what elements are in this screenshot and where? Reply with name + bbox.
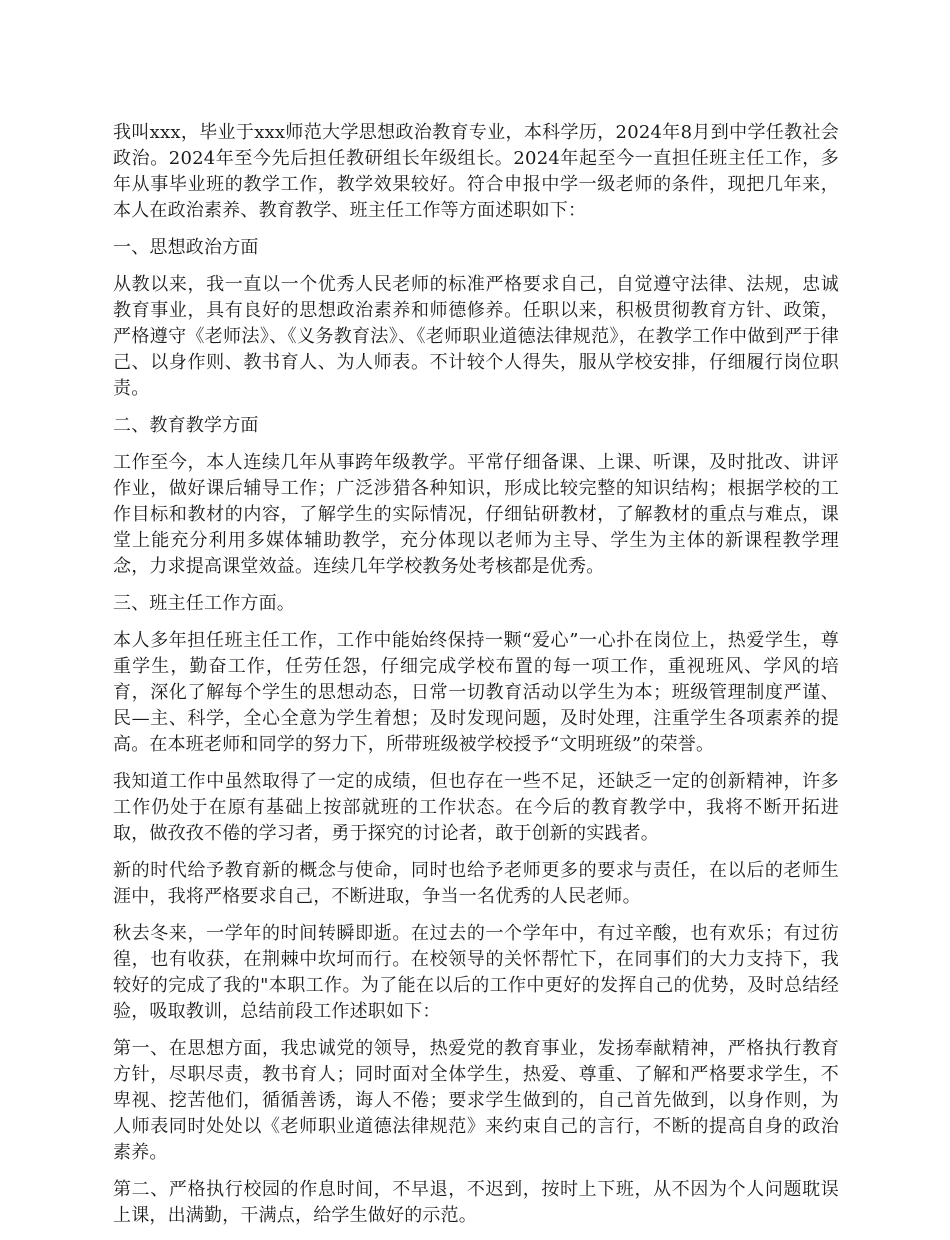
- paragraph-year-review: 秋去冬来，一学年的时间转瞬即逝。在过去的一个学年中，有过辛酸，也有欢乐；有过彷徨，也有收获，在荆棘中坎坷而行。在校领导的关怀帮忙下，在同事们的大力支持下，我较好的完成了我的"本职工作。为了能在以后的工作中更好的发挥自己的优势，及时总结经验，吸取教训，总结前段工作述职如下：: [113, 923, 839, 1022]
- paragraph-class-teacher: 本人多年担任班主任工作，工作中能始终保持一颗“爱心”一心扑在岗位上，热爱学生，尊重学生，勤奋工作，任劳任怨，仔细完成学校布置的每一项工作，重视班风、学风的培育，深化了解每个学生的思想动态，日常一切教育活动以学生为本；班级管理制度严谨、民—主、科学，全心全意为学生着想；及时发现问题，及时处理，注重学生各项素养的提高。在本班老师和同学的努力下，所带班级被学校授予“文明班级”的荣誉。: [113, 630, 839, 755]
- section-heading-teaching: 二、教育教学方面: [113, 415, 259, 436]
- paragraph-political: 从教以来，我一直以一个优秀人民老师的标准严格要求自己，自觉遵守法律、法规，忠诚教育事业，具有良好的思想政治素养和师德修养。任职以来，积极贯彻教育方针、政策，严格遵守《老师法》、《义务教育法》、《老师职业道德法律规范》，在教学工作中做到严于律己、以身作则、教书育人、为人师表。不计较个人得失，服从学校安排，仔细履行岗位职责。: [113, 274, 839, 399]
- section-heading-political: 一、思想政治方面: [113, 237, 259, 258]
- section-heading-class-teacher: 三、班主任工作方面。: [113, 593, 295, 614]
- paragraph-point-two: 第二、严格执行校园的作息时间，不早退，不迟到，按时上下班，从不因为个人问题耽误上课，出满勤，干满点，给学生做好的示范。: [113, 1179, 839, 1226]
- document-body: [113, 120, 839, 1240]
- paragraph-shortcomings: 我知道工作中虽然取得了一定的成绩，但也存在一些不足，还缺乏一定的创新精神，许多工作仍处于在原有基础上按部就班的工作状态。在今后的教育教学中，我将不断开拓进取，做孜孜不倦的学习者，勇于探究的讨论者，敢于创新的实践者。: [113, 771, 839, 844]
- paragraph-intro: 我叫xxx，毕业于xxx师范大学思想政治教育专业，本科学历，2024年8月到中学任教社会政治。2024年至今先后担任教研组长年级组长。2024年起至今一直担任班主任工作，多年从事毕业班的教学工作，教学效果较好。符合申报中学一级老师的条件，现把几年来，本人在政治素养、教育教学、班主任工作等方面述职如下：: [113, 122, 839, 221]
- paragraph-new-era: 新的时代给予教育新的概念与使命，同时也给予老师更多的要求与责任，在以后的老师生涯中，我将严格要求自己，不断进取，争当一名优秀的人民老师。: [113, 860, 839, 907]
- paragraph-teaching: 工作至今，本人连续几年从事跨年级教学。平常仔细备课、上课、听课，及时批改、讲评作业，做好课后辅导工作；广泛涉猎各种知识，形成比较完整的知识结构；根据学校的工作目标和教材的内容，了解学生的实际情况，仔细钻研教材，了解教材的重点与难点，课堂上能充分利用多媒体辅助教学，充分体现以老师为主导、学生为主体的新课程教学理念，力求提高课堂效益。连续几年学校教务处考核都是优秀。: [113, 452, 839, 577]
- paragraph-point-one: 第一、在思想方面，我忠诚党的领导，热爱党的教育事业，发扬奉献精神，严格执行教育方针，尽职尽责，教书育人；同时面对全体学生，热爱、尊重、了解和严格要求学生，不卑视、挖苦他们，循循善诱，诲人不倦；要求学生做到的，自己首先做到，以身作则，为人师表同时处处以《老师职业道德法律规范》来约束自己的言行，不断的提高自身的政治素养。: [113, 1038, 839, 1163]
